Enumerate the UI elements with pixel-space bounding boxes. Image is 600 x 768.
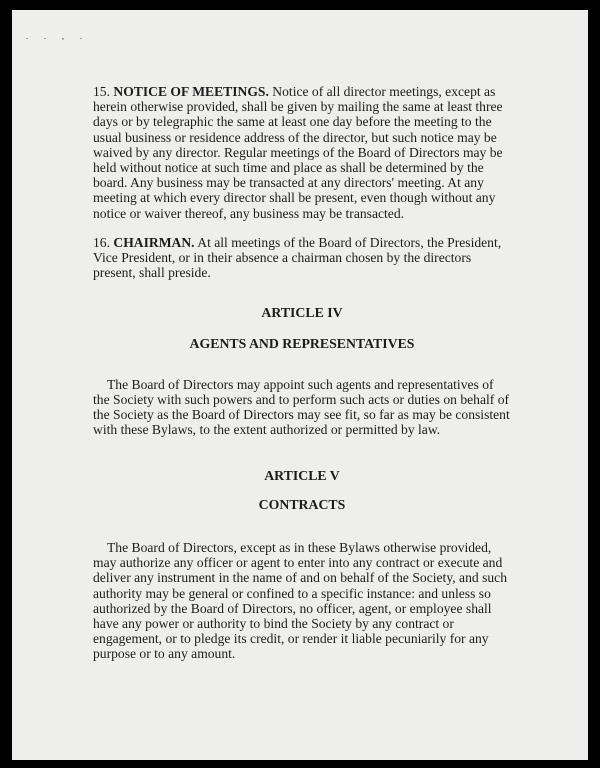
article-4-heading: ARTICLE IV	[261, 305, 343, 321]
article-5-text: The Board of Directors, except as in these Bylaws otherwise provided, may authorize any officer or agent to enter into any contract or execute and deliver any instrument in the name of and on behalf of the Society, and such authority may be general or confined to a specific instance: and unless so authorized by the Board of Directors, no officer, agent, or employee shall have any power or authority to bind the Society by any contract or engagement, or to pledge its credit, or render it liable pecuniarily for any purpose or to any amount.	[93, 540, 507, 662]
section-15	[93, 84, 511, 221]
section-15-text: Notice of all director meetings, except as herein otherwise provided, shall be given by mailing the same at least three days or by telegraphic the same at least one day before the meeting to the usual business or residence address of the director, but such notice may be waived by any director. Regular meetings of the Board of Directors may be held without notice at such time and place as shall be determined by the board. Any business may be transacted at any directors' meeting. At any meeting at which every director shall be present, even though without any notice or waiver thereof, any business may be transacted.	[93, 84, 503, 221]
article-5-title: CONTRACTS	[258, 496, 346, 512]
article-5-heading: ARTICLE V	[264, 467, 340, 483]
corner-mark: . . , .	[26, 32, 89, 41]
document-page	[12, 10, 588, 760]
section-15-number: 15.	[93, 84, 110, 99]
section-16	[93, 235, 511, 281]
article-4-text: The Board of Directors may appoint such agents and representatives of the Society with such powers and to perform such acts or duties on behalf of the Society as the Board of Directors may see fit, so far as may be consistent with these Bylaws, to the extent authorized or permitted by law.	[93, 376, 510, 438]
section-15-title: NOTICE OF MEETINGS.	[113, 84, 269, 99]
document-body	[93, 84, 511, 676]
section-16-number: 16.	[93, 234, 110, 250]
article-4-title: AGENTS AND REPRESENTATIVES	[189, 335, 415, 351]
section-16-title: CHAIRMAN.	[113, 234, 195, 250]
section-16-text: At all meetings of the Board of Directors, the President, Vice President, or in their absence a chairman chosen by the directors present, shall preside.	[93, 234, 502, 281]
